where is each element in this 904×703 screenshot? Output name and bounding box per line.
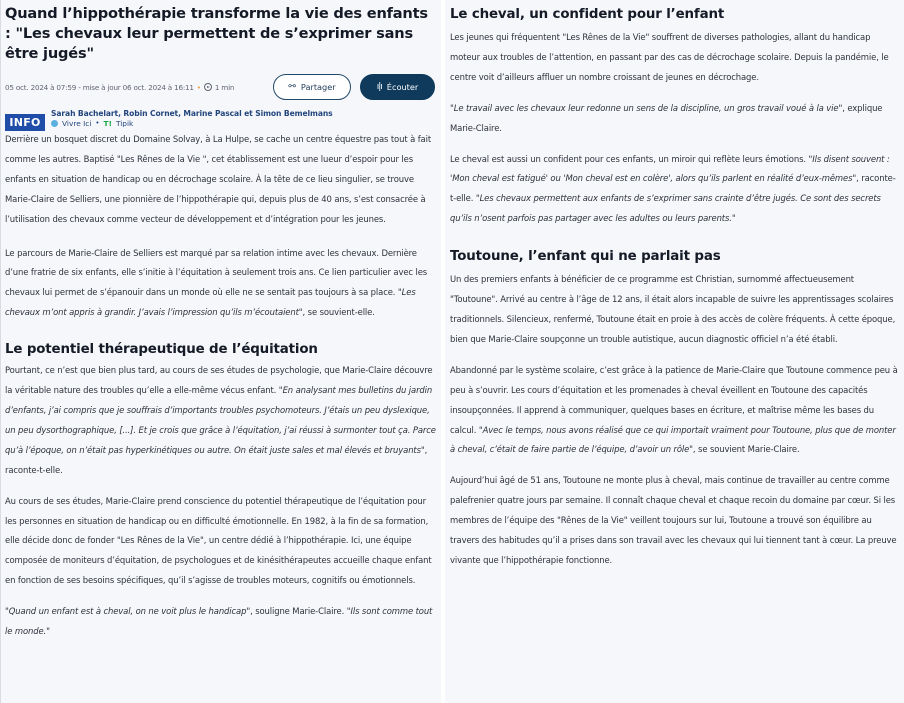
article-column-right — [445, 0, 904, 703]
article-column-left — [0, 0, 441, 703]
paragraph-parcours — [5, 244, 437, 324]
paragraph-christian: Un des premiers enfants à bénéficier de ce programme est Christian, surnommé affectueusement "Toutoune". Arrivé au centre à l’âge de 12 ans, il était alors incapable de suivre les apprentissages scolaires traditionnels. Silencieux, renfermé, Toutoune était en proie à des accès de colère fréquents. À cette époque, bien que Marie-Claire soupçonne un trouble autistique, aucun diagnostic officiel n’a été établi. — [450, 274, 896, 344]
text: ", se souvient Marie-Claire. — [689, 444, 800, 455]
channel-vivre-ici[interactable]: Vivre Ici — [62, 119, 92, 127]
share-icon: ⚯ — [288, 82, 296, 92]
quote: Les chevaux permettent aux enfants de s’exprimer sans crainte d’être jugés. Ce sont des secrets qu’ils n’osent parfois pas partager avec les adultes ou leurs parents. — [450, 193, 881, 224]
text: ", se souvient-elle. — [298, 307, 375, 318]
section-heading-confident: Le cheval, un confident pour l’enfant — [450, 7, 725, 22]
vivre-ici-icon — [51, 120, 58, 127]
tipik-icon: T! — [103, 119, 112, 127]
text: " — [46, 626, 50, 637]
paragraph-jeunes: Les jeunes qui fréquentent "Les Rênes de la Vie" souffrent de diverses pathologies, allant du handicap moteur aux troubles de l’attention, en passant par des cas de décrochage scolaire. Depuis la pandémie, le centre voit d’ailleurs affluer un nombre croissant de jeunes en décrochage. — [450, 32, 889, 82]
audio-wave-icon: ı|ı — [376, 82, 382, 92]
section-heading-toutoune: Toutoune, l’enfant qui ne parlait pas — [450, 249, 721, 265]
paragraph-intro: Derrière un bosquet discret du Domaine Solvay, à La Hulpe, se cache un centre équestre pas tout à fait comme les autres. Baptisé "Les Rênes de la Vie ", cet établissement est une lueur d’espoir pour les enfants en situation de handicap ou en décrochage scolaire. À la tête de ce lieu singulier, se trouve Marie-Claire de Selliers, une pionnière de l’hippothérapie qui, depuis plus de 40 ans, s’est consacrée à l’utilisation des chevaux comme vecteur de développement et d’intégration pour les jeunes. — [5, 134, 432, 224]
paragraph-miroir — [450, 150, 900, 230]
text: Le cheval est aussi un confident pour ces enfants, un miroir qui reflète leurs émotions. " — [450, 153, 813, 164]
info-logo: INFO — [5, 114, 45, 131]
quote: Avec le temps, nous avons réalisé que ce qui importait vraiment pour Toutoune, plus que de monter à cheval, c’était de faire partie de l’équipe, d’avoir un rôle — [450, 424, 896, 455]
clock-icon — [204, 83, 212, 91]
article-title: Quand l’hippothérapie transforme la vie des enfants : "Les chevaux leur permettent de s’exprimer sans être jugés" — [5, 5, 428, 62]
article-actions — [273, 74, 435, 100]
quote: Ils disent souvent : 'Mon cheval est fatigué' ou 'Mon cheval est en colère', alors qu’ils parlent en réalité d’eux-mêmes — [450, 153, 890, 184]
text: " — [5, 606, 9, 617]
text: Pourtant, ce n’est que bien plus tard, au cours de ses études de psychologie, que Marie-Claire découvre la véritable nature des troubles qu’elle a elle-même vécus enfant. " — [5, 365, 433, 396]
text: ", souligne Marie-Claire. " — [246, 606, 351, 617]
paragraph-abandonne — [450, 361, 900, 461]
paragraph-aujourdhui: Aujourd’hui âgé de 51 ans, Toutoune ne monte plus à cheval, mais continue de travailler au centre comme palefrenier quatre jours par semaine. Il connaît chaque cheval et chaque recoin du domaine par cœur. Si les membres de l’équipe des "Rênes de la Vie" veillent toujours sur lui, Toutoune a trouvé son équilibre au travers des habitudes qu’il a prises dans son travail avec les chevaux qui lui tiennent tant à cœur. La preuve vivante que l’hippothérapie fonctionne. — [450, 475, 897, 565]
listen-button[interactable] — [360, 74, 435, 100]
paragraph-quote-handicap — [5, 602, 437, 642]
text: ", raconte-t-elle. — [5, 444, 428, 475]
quote: En analysant mes bulletins du jardin d’enfants, j’ai compris que je souffrais d’importants troubles psychomoteurs. J’étais un peu dyslexique, un peu dysorthographique, [...]. Et je crois que grâce à l’équitation, j’ai réussi à surmonter tout ça. Parce qu’à l’époque, on n’était pas hyperkinétiques ou autre. On était juste sales et mal élevés et bruyants — [5, 385, 436, 455]
paragraph-etudes: Au cours de ses études, Marie-Claire prend conscience du potentiel thérapeutique de l’équitation pour les personnes en situation de handicap ou en difficulté émotionnelle. En 1982, à la fin de sa formation, elle décide donc de fonder "Les Rênes de la Vie", un centre dédié à l’hippothérapie. Ici, une équipe composée de moniteurs d’équitation, de psychologues et de kinésithérapeutes accueille chaque enfant en fonction de ses besoins spécifiques, qu’il s’agisse de troubles moteurs, cognitifs ou émotionnels. — [5, 495, 432, 586]
channel-tipik[interactable]: Tipik — [115, 119, 134, 127]
channel-separator: • — [95, 119, 100, 127]
text: ", explique Marie-Claire. — [450, 102, 883, 133]
text: Abandonné par le système scolaire, c’est grâce à la patience de Marie-Claire que Toutoune commence peu à peu à s’ouvrir. Les cours d’équitation et les promenades à cheval éveillent en Toutoune des capacités insoupçonnées. Il apprend à communiquer, quelques bases en écriture, et maîtrise même les bases du calcul. " — [450, 364, 898, 435]
quote: Ils sont comme tout le monde. — [5, 606, 433, 637]
text: Le parcours de Marie-Claire de Selliers est marqué par sa relation intime avec les chevaux. Dernière d’une fratrie de six enfants, elle s’initie à l’équitation à seulement trois ans. Ce lien particulier avec les chevaux lui permet de s’épanouir dans un monde où elle ne se sentait pas toujours à sa place. " — [5, 247, 428, 298]
quote: Quand un enfant est à cheval, on ne voit plus le handicap — [8, 606, 247, 617]
channel-list — [51, 119, 333, 127]
meta-separator-dot: • — [196, 82, 201, 92]
byline — [5, 108, 437, 130]
text: ", raconte-t-elle. " — [450, 173, 896, 204]
share-label: Partager — [300, 82, 336, 92]
paragraph-pourtant — [5, 361, 437, 480]
publish-date: 05 oct. 2024 à 07:59 - mise à jour 06 oct. 2024 à 16:11 — [5, 82, 194, 92]
byline-text — [51, 108, 333, 127]
text: " — [450, 102, 454, 113]
article-meta — [5, 83, 234, 92]
authors-link[interactable]: Sarah Bachelart, Robin Cornet, Marine Pascal et Simon Bemelmans — [51, 109, 333, 118]
paragraph-discipline — [450, 99, 900, 139]
reading-time: 1 min — [214, 82, 235, 92]
section-heading-potentiel: Le potentiel thérapeutique de l’équitation — [5, 342, 318, 358]
text: " — [731, 213, 736, 224]
article-meta-row — [5, 74, 437, 100]
share-button[interactable] — [273, 74, 351, 100]
quote: Le travail avec les chevaux leur redonne un sens de la discipline, un gros travail voué à la vie — [453, 102, 839, 113]
quote: Les chevaux m’ont appris à grandir. J’avais l’impression qu’ils m’écoutaient — [5, 287, 416, 318]
listen-label: Écouter — [386, 82, 419, 92]
